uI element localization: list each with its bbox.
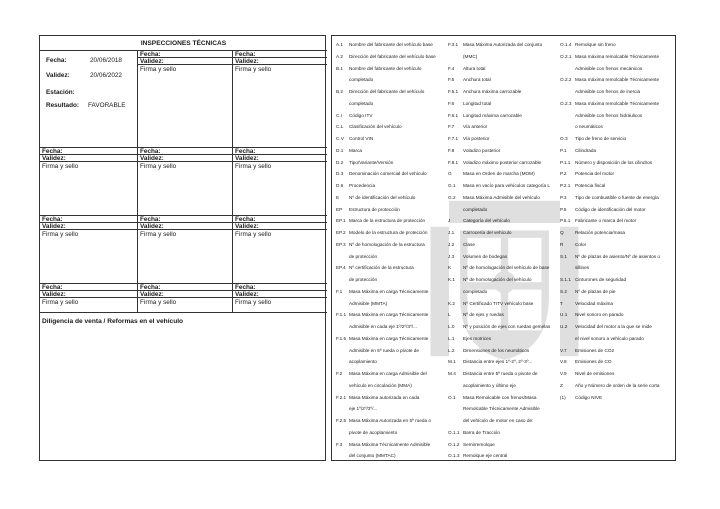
inspection-1-validez-label: Validez: [46,72,70,79]
legend-text: Nivel sonoro en parado [575,312,624,318]
legend-text: Masa Máxima autorizada en cada [349,394,420,400]
legend-text: del vehículo de motor en caso de: [463,418,534,423]
legend-code: K [448,265,452,271]
legend-code: E [336,194,340,200]
legend-text: Nº Certificado TITV vehículo base [463,300,534,306]
legend-text: Vía anterior [463,124,488,130]
fecha-label: Fecha: [40,284,137,291]
legend-text: Masa Máxima Autorizada del conjunto [463,42,543,47]
legend-code: O.1.1 [448,429,460,435]
fecha-label: Fecha: [40,148,137,155]
inspection-cell [40,284,138,312]
legend-text: Nº de plazas de pie [575,288,616,294]
legend-text: Tipo/Variante/Versión [349,159,394,165]
legend-text: Masa Máxima en carga Técnicamente [349,288,429,294]
legend-code: S.1.1 [560,277,571,282]
legend-text: completado [463,288,488,294]
legend-text: Cinturones de seguridad [575,277,627,282]
inspections-panel [39,35,326,461]
legend-code: EP.1 [336,218,346,224]
legend-text: Admisible en 5ª rueda o pivote de [349,347,420,353]
legend-panel [331,35,676,461]
legend-code: T [560,300,563,306]
inspection-cell [40,216,138,283]
legend-text: Marca de la estructura de protección [349,218,426,224]
fecha-label: Fecha: [233,216,327,223]
legend-text: Masa Máxima Técnicamente Admisible [349,441,431,447]
legend-text: Masa máxima remolcable Técnicamente [575,53,660,59]
legend-code: F.6.1 [448,112,459,118]
legend-text: Distancia entre ejes 1º-2º, 2º-3º... [463,359,533,365]
legend-text: Masa Máxima en carga Técnicamente [349,335,429,341]
legend-code: J.2 [448,241,455,247]
inspection-1-fecha-label: Fecha: [46,57,67,64]
legend-text: Nº de homologación del vehículo de base [463,265,550,271]
legend-code: C.V [336,136,344,141]
legend-text: completado [349,100,374,106]
legend-code: O.3 [560,136,568,141]
legend-code: P.5 [560,206,567,212]
legend-text: acoplamiento y último eje [463,382,516,388]
legend-text: Masa Máxima en carga Admisible del [349,371,427,376]
legend-code: EP.3 [336,241,346,247]
legend-code: F.1.1 [336,312,347,318]
legend-text: Masa Máxima Admisible del vehículo [463,194,540,200]
legend-text: Admisible con frenos mecánicos [575,65,643,71]
legend-code: B.1 [336,65,344,71]
legend-code: G.1 [448,183,456,188]
legend-text: Categoría del vehículo [463,218,510,224]
validez-label: Validez: [138,155,232,162]
legend-code: B.2 [336,89,344,94]
legend-code: F.4 [448,65,455,71]
legend-code: F.7 [448,124,455,130]
validez-label: Validez: [233,291,327,298]
legend-code: J.1 [448,230,455,235]
legend-text: Nombre del fabricante del vehículo base [349,42,433,47]
legend-text: Procedencia [349,183,376,188]
validez-label: Validez: [40,155,137,162]
legend-code: F.2.5 [336,418,347,423]
legend-text: Estructura de protección [349,206,400,212]
legend-code: F.3.1 [448,42,459,47]
inspection-cell [138,216,233,283]
legend-code: V.8 [560,359,567,365]
legend-text: Ejes motrices [463,335,492,341]
legend-code: A.1 [336,42,344,47]
legend-code: P.5.1 [560,218,571,224]
legend-code: R [560,241,564,247]
legend-text: Código NIVE [575,394,603,400]
legend-text: Longitud total [463,100,492,106]
legend-code: P.1.1 [560,159,571,165]
legend-text: Tipo de combustible o fuente de energía [575,194,659,200]
legend-code: U.2 [560,324,568,329]
legend-text: Emisiones de CO [575,359,612,365]
firma-label: Firma y sello [42,163,79,170]
legend-text: Nº de homologación del vehículo [463,277,532,282]
legend-text: (MMC) [463,53,478,59]
legend-text: Dimensiones de los neumáticos [463,347,530,353]
legend-text: Longitud máxima carrozable [463,112,522,118]
firma-label: Firma y sello [235,163,272,170]
legend-code: O.2.1 [560,53,572,59]
legend-text: Anchura total [463,77,491,83]
legend-text: eje 1º/2º/3º/... [349,406,378,412]
inspections-title: INSPECCIONES TÉCNICAS [40,36,327,51]
legend-text: Potencia del motor [575,171,615,177]
legend-code: O.1.2 [448,441,460,447]
inspection-1-validez-value: 20/06/2022 [90,72,122,79]
legend-code: EP.4 [336,265,346,271]
legend-text: Nº y posición de ejes con ruedas gemelas [463,324,551,329]
firma-label: Firma y sello [235,299,272,306]
legend-code: D.6 [336,183,344,188]
legend-code: K.2 [448,300,456,306]
legend-text: Remolque eje central [463,453,508,459]
legend-code: F.2.1 [336,394,347,400]
legend-code: O.1.3 [448,453,460,459]
legend-code: L [448,312,451,318]
legend-code: D.2 [336,159,344,165]
legend-code: M.4 [448,371,456,376]
legend-code: V.7 [560,347,567,353]
legend-text: Admisible con frenos hidráulicos [575,112,643,118]
legend-text: Marca [349,147,363,153]
legend-text: Masa en vacío para vehículos categoría L [463,183,551,188]
legend-code: D.3 [336,171,344,177]
firma-label: Firma y sello [42,231,79,238]
inspection-cell [233,216,327,283]
legend-code: Z [560,382,563,388]
fecha-label: Fecha: [138,284,232,291]
fecha-label: Fecha: [138,148,232,155]
legend-text: pivote de acoplamiento [349,429,398,435]
legend-code: M.1 [448,359,456,365]
legend-text: Admisible en cada eje 1º/2º/3º/... [349,324,417,329]
validez-label: Validez: [40,223,137,230]
legend-code: EP.2 [336,230,346,235]
legend-text: Remolque sin freno [575,42,616,47]
legend-text: sillines [575,265,590,271]
legend-text: Dirección del fabricante del vehículo [349,89,425,94]
fecha-label: Fecha: [138,216,232,223]
inspection-1b-firma: Firma y sello [140,66,177,73]
legend-code: J [448,218,451,224]
inspection-cell [40,148,138,215]
legend-text: Anchura máxima carrozable [463,89,522,94]
legend-code: P.2 [560,171,567,177]
legend-code: F.6 [448,100,455,106]
legend-text: Masa Remolcable con frenos/Masa [463,394,537,400]
inspection-row-2 [40,148,327,216]
legend-text: Clase [463,241,475,247]
firma-label: Firma y sello [140,231,177,238]
legend-text: Denominación comercial del vehículo [349,171,427,177]
fecha-label: Fecha: [233,284,327,291]
inspection-1c-firma: Firma y sello [235,66,272,73]
inspection-cell [138,148,233,215]
legend-text: Nº de ejes y ruedas [463,312,504,318]
legend-text: Cilindrada [575,147,597,153]
legend-text: Clasificación del vehículo [349,124,402,130]
legend-text: Color [575,241,587,247]
legend-code: (1) [560,394,566,400]
diligencia-title: Diligencia de venta / Reformas en el vehículo [42,318,184,325]
legend-text: de protección [349,277,378,282]
legend-code: S.2 [560,288,568,294]
inspection-row-4 [40,284,327,313]
legend-code: J.3 [448,253,455,259]
legend-code: A.2 [336,53,344,59]
legend-text: Masa en Orden de marcha (MOM) [463,171,535,177]
legend-code: P.1 [560,147,567,153]
legend-code: G.2 [448,194,456,200]
legend-text: Número y disposición de los cilindros [575,159,653,165]
legend-code: O.2.3 [560,100,572,106]
inspection-1c-validez: Validez: [233,58,327,65]
legend-code: C.I [336,112,342,118]
fecha-label: Fecha: [40,216,137,223]
validez-label: Validez: [233,223,327,230]
inspection-cell [233,148,327,215]
legend-code: Q [560,230,564,235]
fecha-label: Fecha: [233,148,327,155]
legend-code: F.8 [448,147,455,153]
legend-text: Semirremolque [463,441,495,447]
inspection-1-fecha-value: 20/06/2018 [90,57,122,64]
legend-text: Emisiones de CO2 [575,347,615,353]
legend-text: Vía posterior [463,136,490,141]
legend-code: O.1 [448,394,456,400]
legend-code: G [448,171,452,177]
legend-text: Volumen de bodegas [463,253,508,259]
legend-code: P.2.1 [560,183,571,188]
legend-text: Relación potencia/masa [575,230,626,235]
legend-text: Código de identificación del motor [575,206,646,212]
legend-text: Masa máxima remolcable Técnicamente [575,100,660,106]
legend-text: o neumáticos [575,124,603,130]
legend-code: O.1.4 [560,42,572,47]
legend-text: Carrocería del vehículo [463,230,512,235]
legend-text: Nº de identificación del vehículo [349,194,416,200]
legend-text: Admisible con frenos de inercia [575,89,641,94]
legend-text: Nº certificación de la estructura [349,265,414,271]
legend-text: Altura total [463,65,486,71]
legend-text: el nivel sonoro a vehículo parado [575,335,644,341]
firma-label: Firma y sello [140,163,177,170]
legend-text: Barra de Tracción [463,429,500,435]
inspection-row-3 [40,216,327,284]
legend-text: vehículo en circulación (MMA) [349,382,412,388]
legend-code: K.1 [448,277,456,282]
legend-text: Fabricante o marca del motor [575,218,637,224]
legend-code: F.8.1 [448,159,459,165]
legend-code: U.1 [560,312,568,318]
legend-text: Tipo de freno de servicio [575,136,627,141]
legend-code: F.7.1 [448,136,459,141]
legend-text: Velocidad máxima [575,300,614,306]
legend-text: Año y Número de orden de la serie corta [575,382,660,388]
legend-text: Remolcable Técnicamente Admisible [463,406,540,412]
legend-text: Masa máxima remolcable Técnicamente [575,77,660,83]
legend-code: L.1 [448,335,455,341]
legend-code: EP [336,206,343,212]
legend-text: completado [349,77,374,83]
inspection-cell [233,284,327,312]
legend-text: de protección [349,253,378,259]
validez-label: Validez: [138,223,232,230]
legend-code: L.2 [448,347,455,353]
firma-label: Firma y sello [42,299,79,306]
legend-code: F.1 [336,288,343,294]
inspection-1b-fecha: Fecha: [138,51,232,58]
legend-code: P.3 [560,194,567,200]
legend-text: completado [463,206,488,212]
legend-text: Nivel de emisiones [575,371,615,376]
legend-text: acoplamiento [349,359,377,365]
legend-text: Velocidad del motor a la que se mide [575,324,652,329]
legend-text: Nº de plazas de asiento/Nº de asientos o [575,253,660,259]
legend-code: F.1.5 [336,335,347,341]
legend-code: F.2 [336,371,343,376]
inspection-1-resultado-label: Resultado: [46,102,80,109]
legend-text: Nombre del fabricante del vehículo [349,65,422,71]
legend-text: Voladizo posterior [463,147,501,153]
legend-text: Masa Máxima Autorizada en 5ª rueda o [349,418,431,423]
legend-text: Dirección del fabricante del vehículo base [349,53,436,59]
legend-text: Control VIN [349,136,374,141]
inspection-1-firma-cell-b [233,51,327,148]
validez-label: Validez: [138,291,232,298]
firma-label: Firma y sello [140,299,177,306]
legend-code: D.1 [336,147,344,153]
legend-text: Potencia fiscal [575,183,606,188]
legend-text: Voladizo máximo posterior carrozable [463,159,542,165]
legend-text: Nº de homologación de la estructura [349,241,425,247]
legend-code: F.3 [336,441,343,447]
legend-code: O.2.2 [560,77,572,83]
legend-text: Masa Máxima en carga Técnicamente [349,312,429,318]
inspection-1-resultado-value: FAVORABLE [88,102,126,109]
validez-label: Validez: [40,291,137,298]
legend-text: Distancia entre 5ª rueda o pivote de [463,371,538,376]
legend-code: L.0 [448,324,455,329]
validez-label: Validez: [233,155,327,162]
inspection-1c-fecha: Fecha: [233,51,327,58]
firma-label: Firma y sello [235,231,272,238]
legend-code: S.1 [560,253,568,259]
legend-code: V.9 [560,371,567,376]
legend-text: Admisible (MMTA) [349,300,388,306]
inspection-1b-validez: Validez: [138,58,232,65]
inspection-1-estacion-label: Estación: [46,89,75,96]
legend-code: F.5.1 [448,89,459,94]
inspection-block-1 [40,51,327,148]
inspection-1-details [40,51,138,148]
legend-text: del conjunto (MMTAC) [349,453,396,459]
legend-code: C.L [336,124,344,130]
inspection-1-firma-cell-a [138,51,233,148]
legend-code: F.5 [448,77,455,83]
legend-text: Código ITV [349,112,373,118]
legend-text: Modelo de la estructura de protección [349,230,428,235]
inspection-cell [138,284,233,312]
